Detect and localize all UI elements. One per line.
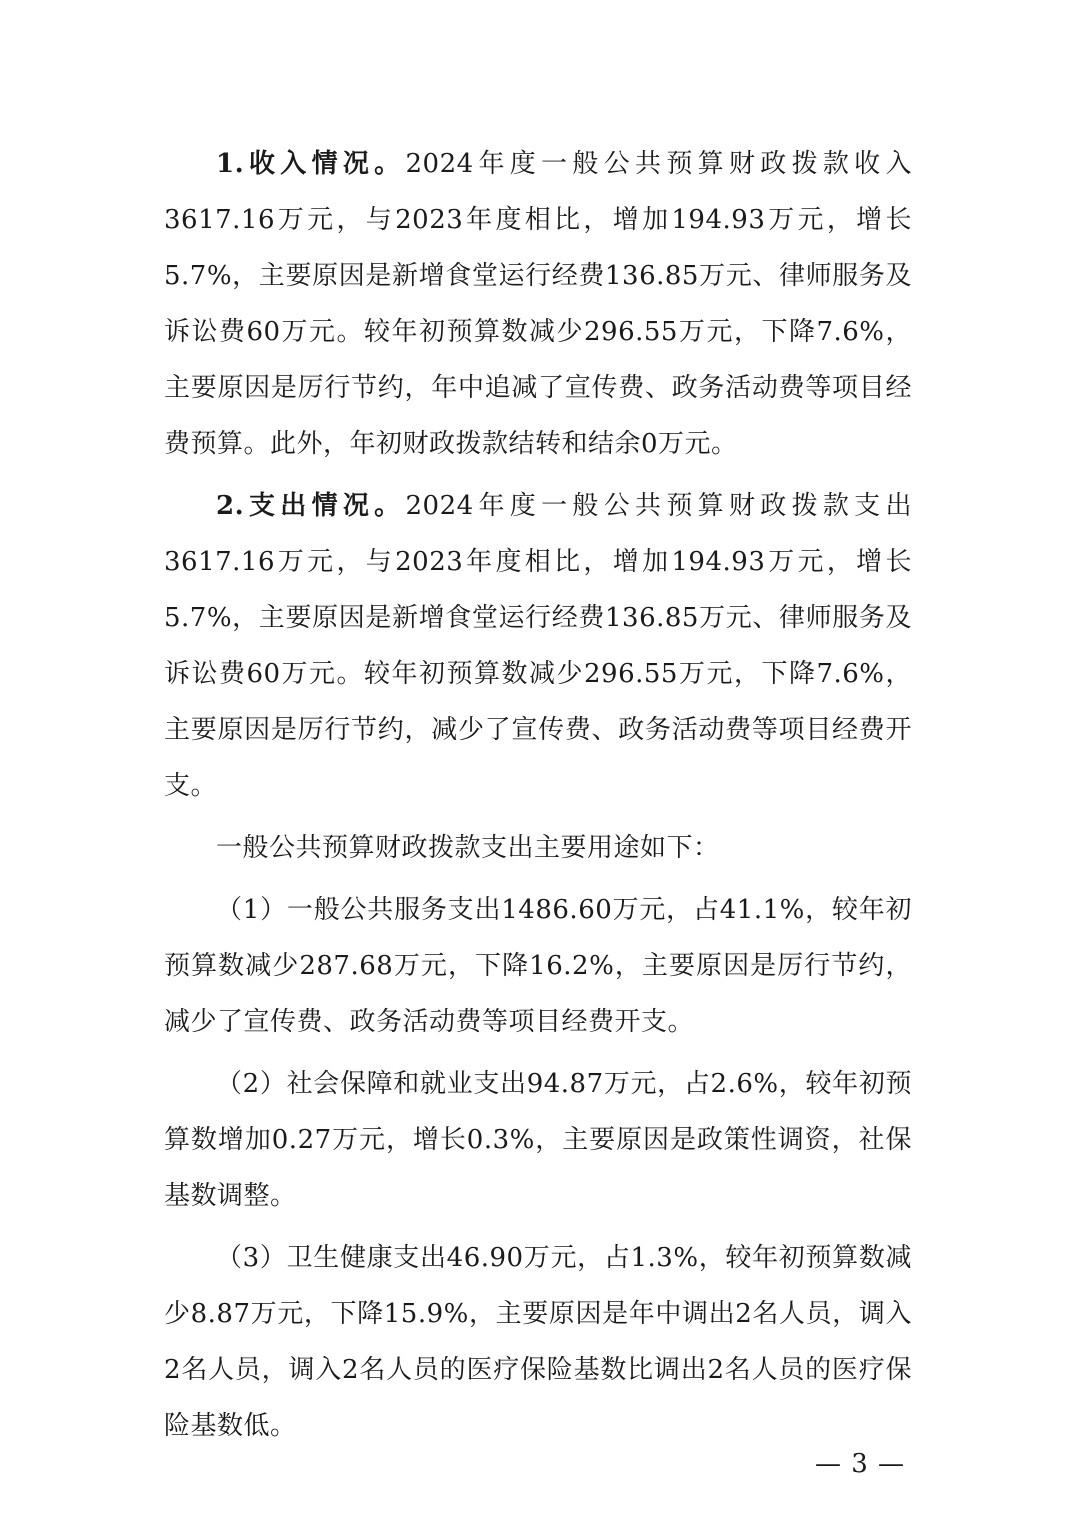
paragraph-text-item-1: （1）一般公共服务支出1486.60万元，占41.1%，较年初预算数减少287.68万元，下降16.2%，主要原因是厉行节约，减少了宣传费、政务活动费等项目经费开支。 — [164, 895, 912, 1037]
paragraph-item-2 — [164, 1056, 912, 1224]
paragraph-text-income: 2024年度一般公共预算财政拨款收入3617.16万元，与2023年度相比，增加194.93万元，增长5.7%，主要原因是新增食堂运行经费136.85万元、律师服务及诉讼费60万元。较年初预算数减少296.55万元，下降7.6%，主要原因是厉行节约，年中追减了宣传费、政务活动费等项目经费预算。此外，年初财政拨款结转和结余0万元。 — [164, 149, 912, 459]
paragraph-item-1 — [164, 882, 912, 1050]
paragraph-heading-expenditure: 2.支出情况。 — [216, 491, 406, 521]
document-body — [164, 136, 912, 1460]
paragraph-text-item-2: （2）社会保障和就业支出94.87万元，占2.6%，较年初预算数增加0.27万元，增长0.3%，主要原因是政策性调资，社保基数调整。 — [164, 1069, 912, 1211]
paragraph-heading-income: 1.收入情况。 — [216, 149, 406, 179]
paragraph-item-3 — [164, 1230, 912, 1454]
paragraph-expenditure — [164, 478, 912, 814]
paragraph-usage-intro — [164, 820, 912, 876]
paragraph-text-usage-intro: 一般公共预算财政拨款支出主要用途如下： — [216, 833, 720, 863]
paragraph-income — [164, 136, 912, 472]
paragraph-text-expenditure: 2024年度一般公共预算财政拨款支出3617.16万元，与2023年度相比，增加194.93万元，增长5.7%，主要原因是新增食堂运行经费136.85万元、律师服务及诉讼费60万元。较年初预算数减少296.55万元，下降7.6%，主要原因是厉行节约，减少了宣传费、政务活动费等项目经费开支。 — [164, 491, 912, 801]
paragraph-text-item-3: （3）卫生健康支出46.90万元，占1.3%，较年初预算数减少8.87万元，下降15.9%，主要原因是年中调出2名人员，调入2名人员，调入2名人员的医疗保险基数比调出2名人员的医疗保险基数低。 — [164, 1243, 912, 1441]
page-number: — 3 — — [814, 1449, 906, 1479]
